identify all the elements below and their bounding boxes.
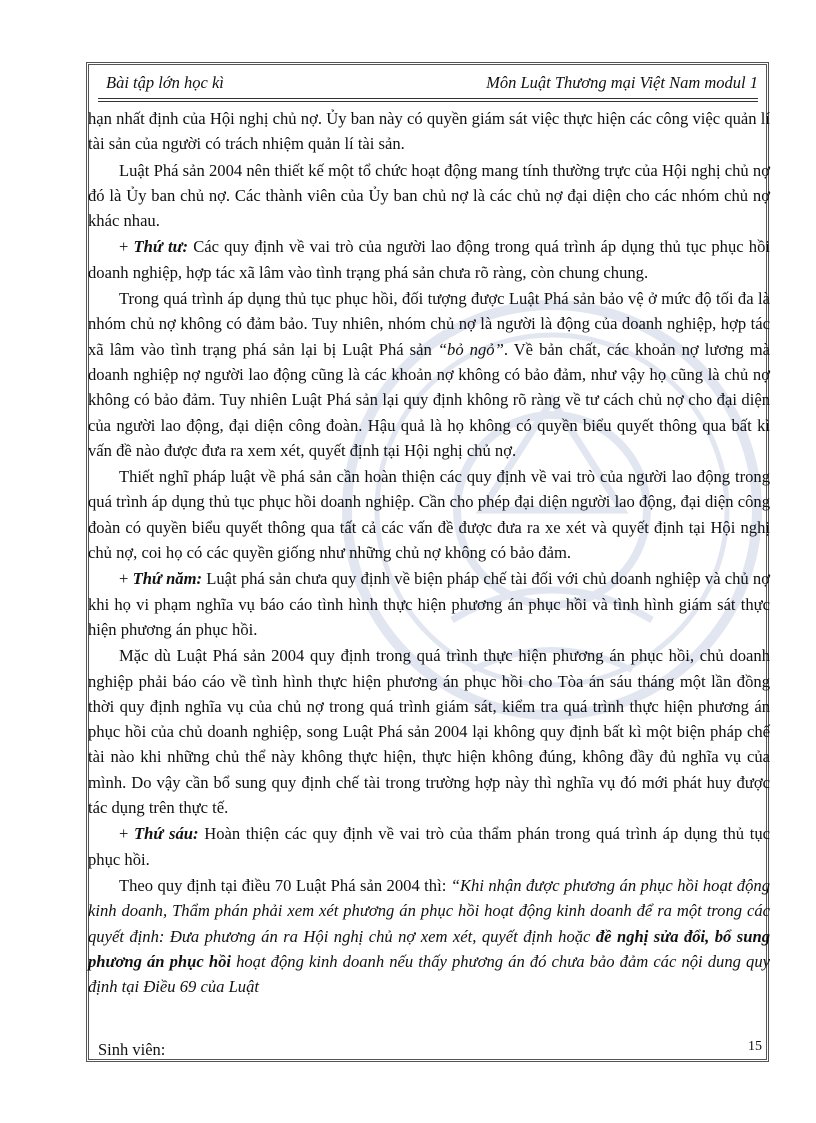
footer-student-label: Sinh viên: xyxy=(98,1040,166,1059)
paragraph-9-quote-b: hoạt động kinh doanh nếu thấy phương án đó chưa bảo đảm các nội dung quy định tại Điều 69 của Luật xyxy=(88,951,771,997)
paragraph-3 xyxy=(88,234,770,285)
paragraph-4 xyxy=(88,286,770,463)
section-lead-fourth: Thứ tư: xyxy=(133,237,189,257)
paragraph-4-quote: “bỏ ngỏ” xyxy=(437,339,504,359)
paragraph-4-text-a: Trong quá trình áp dụng thủ tục phục hồi, đối tượng được Luật Phá sản bảo vệ ở mức độ tối đa là nhóm chủ nợ không có đảm bảo. Tuy nhiên, nhóm chủ nợ là người là động của doanh nghiệp, hợp tác xã lâm vào tình trạng phá sản lại bị Luật Phá sản xyxy=(88,289,770,359)
document-body xyxy=(88,106,770,1000)
paragraph-6-text: Luật phá sản chưa quy định về biện pháp chế tài đối với chủ doanh nghiệp và chủ nợ khi họ vi phạm nghĩa vụ báo cáo tình hình thực hiện phương án phục hồi và tình hình giám sát thực hiện phương án phục hồi. xyxy=(88,569,770,639)
section-lead-sixth: Thứ sáu: xyxy=(134,824,199,844)
paragraph-8 xyxy=(88,821,770,872)
paragraph-9 xyxy=(88,873,770,999)
header-divider xyxy=(98,98,758,102)
page-number: 15 xyxy=(748,1039,762,1054)
bullet-marker: + xyxy=(119,237,134,257)
header-subject-label: Môn Luật Thương mại Việt Nam modul 1 xyxy=(486,73,758,92)
paragraph-8-text: Hoàn thiện các quy định về vai trò của thẩm phán trong quá trình áp dụng thủ tục phục hồi. xyxy=(88,824,770,869)
bullet-marker: + xyxy=(119,569,133,589)
paragraph-4-text-b: . Về bản chất, các khoản nợ lương mà doanh nghiệp nợ người lao động cũng là các khoản nợ không có bảo đảm, như vậy họ cũng là chủ nợ không có bảo đảm. Tuy nhiên Luật Phá sản lại quy định không rõ ràng về tư cách chủ nợ cho đại diện của người lao động, đại diện công đoàn. Hậu quả là họ không có quyền biểu quyết thông qua bất kì vấn đề nào được đưa ra xem xét, quyết định tại Hội nghị chủ nợ. xyxy=(88,339,770,460)
paragraph-2: Luật Phá sản 2004 nên thiết kế một tổ chức hoạt động mang tính thường trực của Hội nghị chủ nợ đó là Ủy ban chủ nợ. Các thành viên của Ủy ban chủ nợ là các chủ nợ đại diện cho các nhóm chủ nợ khác nhau. xyxy=(88,160,770,231)
paragraph-7: Mặc dù Luật Phá sản 2004 quy định trong quá trình thực hiện phương án phục hồi, chủ doanh nghiệp phải báo cáo về tình hình thực hiện phương án phục hồi cho Tòa án sáu tháng một lần đồng thời quy định nghĩa vụ của chủ nợ trong quá trình giám sát, kiểm tra quá trình thực hiện phương án phục hồi của chủ doanh nghiệp, song Luật Phá sản 2004 lại không quy định bất kì một biện pháp chế tài nào khi những chủ thể này không thực hiện, thực hiện không đúng, không đầy đủ nghĩa vụ của mình. Do vậy cần bổ sung quy định chế tài trong trường hợp này thì nghĩa vụ đó mới phát huy được tác dụng trên thực tế. xyxy=(88,646,770,818)
paragraph-6 xyxy=(88,566,770,642)
header-course-label: Bài tập lớn học kì xyxy=(106,73,224,92)
paragraph-1: hạn nhất định của Hội nghị chủ nợ. Ủy ban này có quyền giám sát việc thực hiện các công việc quản lí tài sản của người có trách nhiệm quản lí tài sản. xyxy=(88,109,770,154)
paragraph-9-quote-a: “Khi nhận được phương án phục hồi hoạt động kinh doanh, Thẩm phán phải xem xét phương án phục hồi hoạt động kinh doanh để ra một trong các quyết định: Đưa phương án ra Hội nghị chủ nợ xem xét, quyết định hoặc xyxy=(88,875,770,946)
section-lead-fifth: Thứ năm: xyxy=(132,569,203,589)
paragraph-5: Thiết nghĩ pháp luật về phá sản cần hoàn thiện các quy định về vai trò của người lao động trong quá trình áp dụng thủ tục phục hồi doanh nghiệp. Cần cho phép đại diện người lao động, đại diện công đoàn có quyền biểu quyết thông qua tất cả các vấn đề được đưa ra xe xét và quyết định tại Hội nghị chủ nợ, coi họ có các quyền giống như những chủ nợ không có bảo đảm. xyxy=(88,467,770,563)
page-header xyxy=(98,70,758,96)
paragraph-9-emphasis: đề nghị sửa đổi, bổ sung phương án phục hồi xyxy=(88,926,771,971)
bullet-marker: + xyxy=(119,824,135,844)
paragraph-3-text: Các quy định về vai trò của người lao động trong quá trình áp dụng thủ tục phục hồi doanh nghiệp, hợp tác xã lâm vào tình trạng phá sản chưa rõ ràng, còn chung chung. xyxy=(88,237,770,282)
paragraph-9-text-a: Theo quy định tại điều 70 Luật Phá sản 2004 thì: xyxy=(119,875,451,895)
